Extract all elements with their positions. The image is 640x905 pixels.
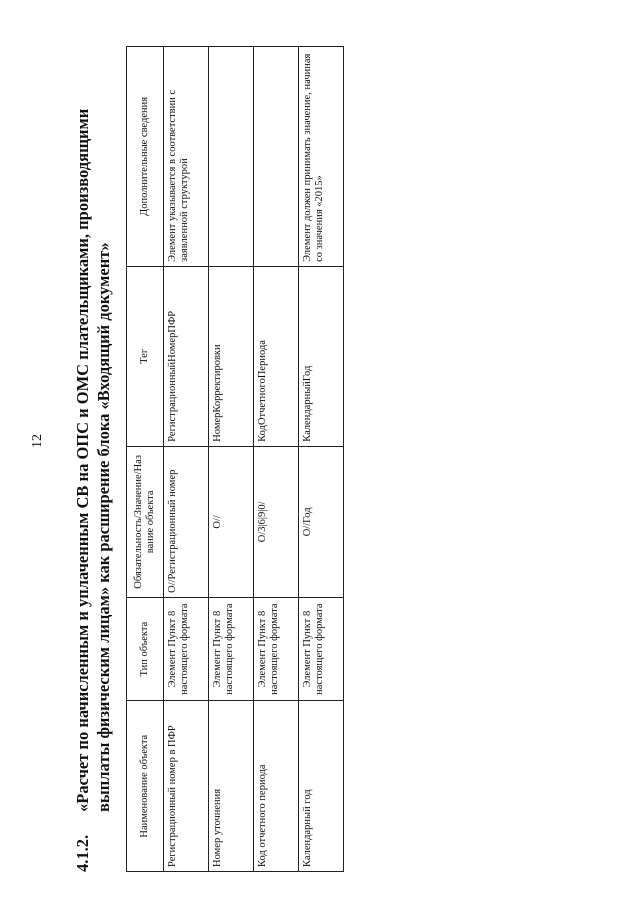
cell-name: Календарный год xyxy=(299,701,344,872)
cell-required: О// xyxy=(209,446,254,597)
cell-tag: РегистрационныйНомерПФР xyxy=(164,266,209,446)
section-heading xyxy=(72,42,114,872)
cell-type: Элемент Пункт 8 настоящего формата xyxy=(254,597,299,701)
page-number: 12 xyxy=(30,434,45,448)
cell-required: О//Год xyxy=(299,446,344,597)
cell-tag: КалендарныйГод xyxy=(299,266,344,446)
table-row xyxy=(254,47,299,872)
cell-type: Элемент Пункт 8 настоящего формата xyxy=(299,597,344,701)
section-number: 4.1.2. xyxy=(73,834,92,872)
cell-type: Элемент Пункт 8 настоящего формата xyxy=(209,597,254,701)
cell-info xyxy=(209,47,254,267)
table-row xyxy=(209,47,254,872)
objects-table xyxy=(126,46,344,872)
cell-type: Элемент Пункт 8 настоящего формата xyxy=(164,597,209,701)
rotated-page-content xyxy=(72,42,632,872)
cell-info xyxy=(254,47,299,267)
cell-name: Номер уточнения xyxy=(209,701,254,872)
cell-tag: КодОтчетногоПериода xyxy=(254,266,299,446)
section-title: «Расчет по начисленным и уплаченным СВ на ОПС и ОМС плательщиками, производящими выплаты физическим лицам» как расширение блока «Входящий документ» xyxy=(73,108,113,812)
header-type: Тип объекта xyxy=(127,597,164,701)
cell-name: Регистрационный номер в ПФР xyxy=(164,701,209,872)
cell-required: О//Регистрационный номер xyxy=(164,446,209,597)
cell-name: Код отчетного периода xyxy=(254,701,299,872)
header-name: Наименование объекта xyxy=(127,701,164,872)
table-row xyxy=(299,47,344,872)
header-info: Дополнительные сведения xyxy=(127,47,164,267)
table-row xyxy=(164,47,209,872)
cell-info: Элемент должен принимать значение, начиная со значения «2015» xyxy=(299,47,344,267)
cell-info: Элемент указывается в соответствии с заявленной структурой xyxy=(164,47,209,267)
table-header-row xyxy=(127,47,164,872)
cell-required: О/3|6|9|0/ xyxy=(254,446,299,597)
header-required: Обязательность/Значение/Наз вание объекта xyxy=(127,446,164,597)
cell-tag: НомерКорректировки xyxy=(209,266,254,446)
header-tag: Тег xyxy=(127,266,164,446)
